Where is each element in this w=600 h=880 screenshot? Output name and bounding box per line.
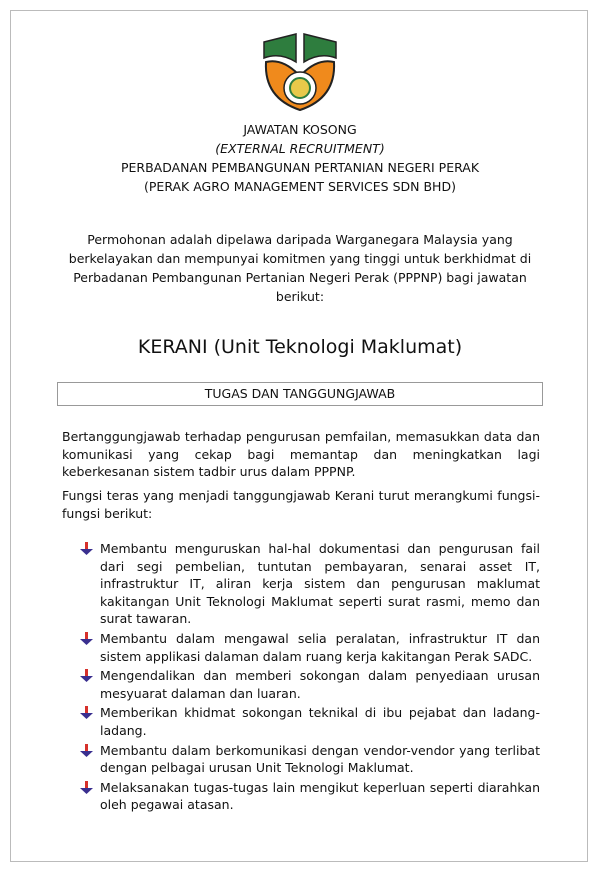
list-item: Membantu menguruskan hal-hal dokumentasi dan pengurusan fail dari segi pembelian, tuntutan pembayaran, senarai asset IT, infrastruktur IT, aliran kerja sistem dan pengurusan maklumat kakitangan Unit Teknologi Maklumat seperti surat rasmi, memo dan surat tawaran. <box>80 540 540 628</box>
section-heading: TUGAS DAN TANGGUNGJAWAB <box>57 382 543 406</box>
list-item: Melaksanakan tugas-tugas lain mengikut keperluan seperti diarahkan oleh pegawai atasan. <box>80 779 540 814</box>
arrow-down-bullet-icon <box>80 542 94 556</box>
header-line-1: JAWATAN KOSONG <box>243 122 357 137</box>
intro-text: Permohonan adalah dipelawa daripada Warganegara Malaysia yang berkelayakan dan mempunyai komitmen yang tinggi untuk berkhidmat di Perbadanan Pembangunan Pertanian Negeri Perak (PPPNP) bagi jawatan berikut: <box>68 232 532 304</box>
arrow-down-bullet-icon <box>80 632 94 646</box>
responsibility-paragraph: Bertanggungjawab terhadap pengurusan pemfailan, memasukkan data dan komunikasi yang cekap bagi memantap dan meningkatkan lagi keberkesanan sistem tadbir urus dalam PPPNP. <box>62 429 540 479</box>
list-item: Memberikan khidmat sokongan teknikal di ibu pejabat dan ladang-ladang. <box>80 704 540 739</box>
header-line-2: (EXTERNAL RECRUITMENT) <box>215 141 385 156</box>
job-title: KERANI (Unit Teknologi Maklumat) <box>137 336 463 358</box>
list-item: Mengendalikan dan memberi sokongan dalam penyediaan urusan mesyuarat dalaman dan luaran. <box>80 667 540 702</box>
header-block <box>0 120 600 196</box>
duties-list <box>80 540 540 816</box>
ppnp-logo <box>258 28 342 112</box>
arrow-down-bullet-icon <box>80 744 94 758</box>
header-line-3: PERBADANAN PEMBANGUNAN PERTANIAN NEGERI PERAK <box>120 160 480 175</box>
list-item: Membantu dalam berkomunikasi dengan vendor-vendor yang terlibat dengan pelbagai urusan Unit Teknologi Maklumat. <box>80 742 540 777</box>
arrow-down-bullet-icon <box>80 781 94 795</box>
arrow-down-bullet-icon <box>80 706 94 720</box>
list-item: Membantu dalam mengawal selia peralatan, infrastruktur IT dan sistem applikasi dalaman dalam ruang kerja kakitangan Perak SADC. <box>80 630 540 665</box>
header-line-4: (PERAK AGRO MANAGEMENT SERVICES SDN BHD) <box>144 179 456 194</box>
arrow-down-bullet-icon <box>80 669 94 683</box>
functions-paragraph: Fungsi teras yang menjadi tanggungjawab Kerani turut merangkumi fungsi-fungsi berikut: <box>62 488 540 521</box>
